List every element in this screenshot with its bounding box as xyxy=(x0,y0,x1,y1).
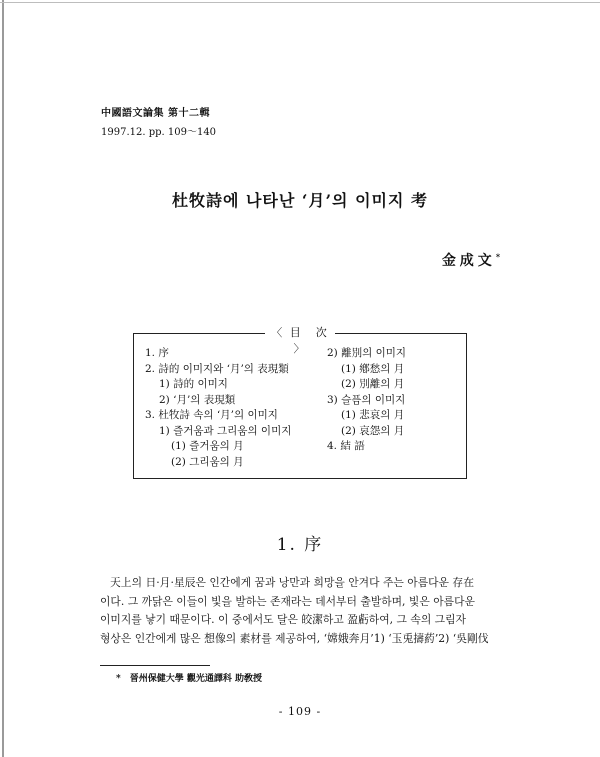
toc-item: (1) 즐거움의 月 xyxy=(171,440,244,452)
issue-info: 1997.12. pp. 109～140 xyxy=(101,127,217,138)
toc-item: (1) 鄕愁의 月 xyxy=(341,362,405,375)
body-line: 이다. 그 까닭은 이들이 빛을 발하는 존재라는 데서부터 출발하며, 빛은 아름다운 xyxy=(100,594,475,608)
toc-title: 〈 目 次 〉 xyxy=(265,324,335,356)
toc-item: 1) 즐거움과 그리움의 이미지 xyxy=(159,424,292,437)
toc-item: 3) 슬픔의 이미지 xyxy=(327,393,406,406)
toc-item: 2) ‘月’의 表現類 xyxy=(159,393,236,406)
toc-item: (1) 悲哀의 月 xyxy=(341,409,405,421)
body-line: 형상은 인간에게 많은 想像의 素材를 제공하여, ‘嫦娥奔月’1) ‘玉兎擣葯’2) ‘吳剛伐 xyxy=(100,631,489,645)
author-text: 金成文 xyxy=(441,253,496,269)
journal-name: 中國語文論集 第十二輯 xyxy=(101,108,210,119)
toc-item: 2. 詩的 이미지와 ‘月’의 表現類 xyxy=(145,362,289,375)
footnote: * 晉州保健大學 觀光通譯科 助敎授 xyxy=(116,674,262,684)
toc-item: 3. 杜牧詩 속의 ‘月’의 이미지 xyxy=(145,409,278,421)
toc-item: 1. 序 xyxy=(145,347,169,359)
body-line: 天上의 日·月·星辰은 인간에게 꿈과 낭만과 희망을 안겨다 주는 아름다운 存在 xyxy=(110,576,475,589)
article-title: 杜牧詩에 나타난 ‘月’의 이미지 考 xyxy=(171,191,429,210)
toc-item: (2) 그리움의 月 xyxy=(171,455,244,468)
toc-left-column xyxy=(145,346,291,470)
body-paragraph xyxy=(100,574,500,648)
toc-item: 4. 結 語 xyxy=(327,440,365,452)
footnote-rule xyxy=(100,665,210,666)
toc-item: 1) 詩的 이미지 xyxy=(159,378,228,390)
toc-item: (2) 別離의 月 xyxy=(341,378,405,390)
toc-item: 2) 離別의 이미지 xyxy=(327,347,407,359)
author-footnote-mark: * xyxy=(495,251,500,262)
page-number: - 109 - xyxy=(278,705,322,718)
author-name xyxy=(442,250,500,270)
section-heading: 1. 序 xyxy=(276,535,324,555)
toc-item: (2) 哀怨의 月 xyxy=(341,424,405,437)
toc-right-column xyxy=(327,346,406,455)
body-line: 이미지를 낳기 때문이다. 이 중에서도 달은 皎潔하고 盈虧하여, 그 속의 그림자 xyxy=(100,613,466,626)
scan-edge-left xyxy=(2,0,4,757)
scan-edge-top xyxy=(0,2,600,3)
